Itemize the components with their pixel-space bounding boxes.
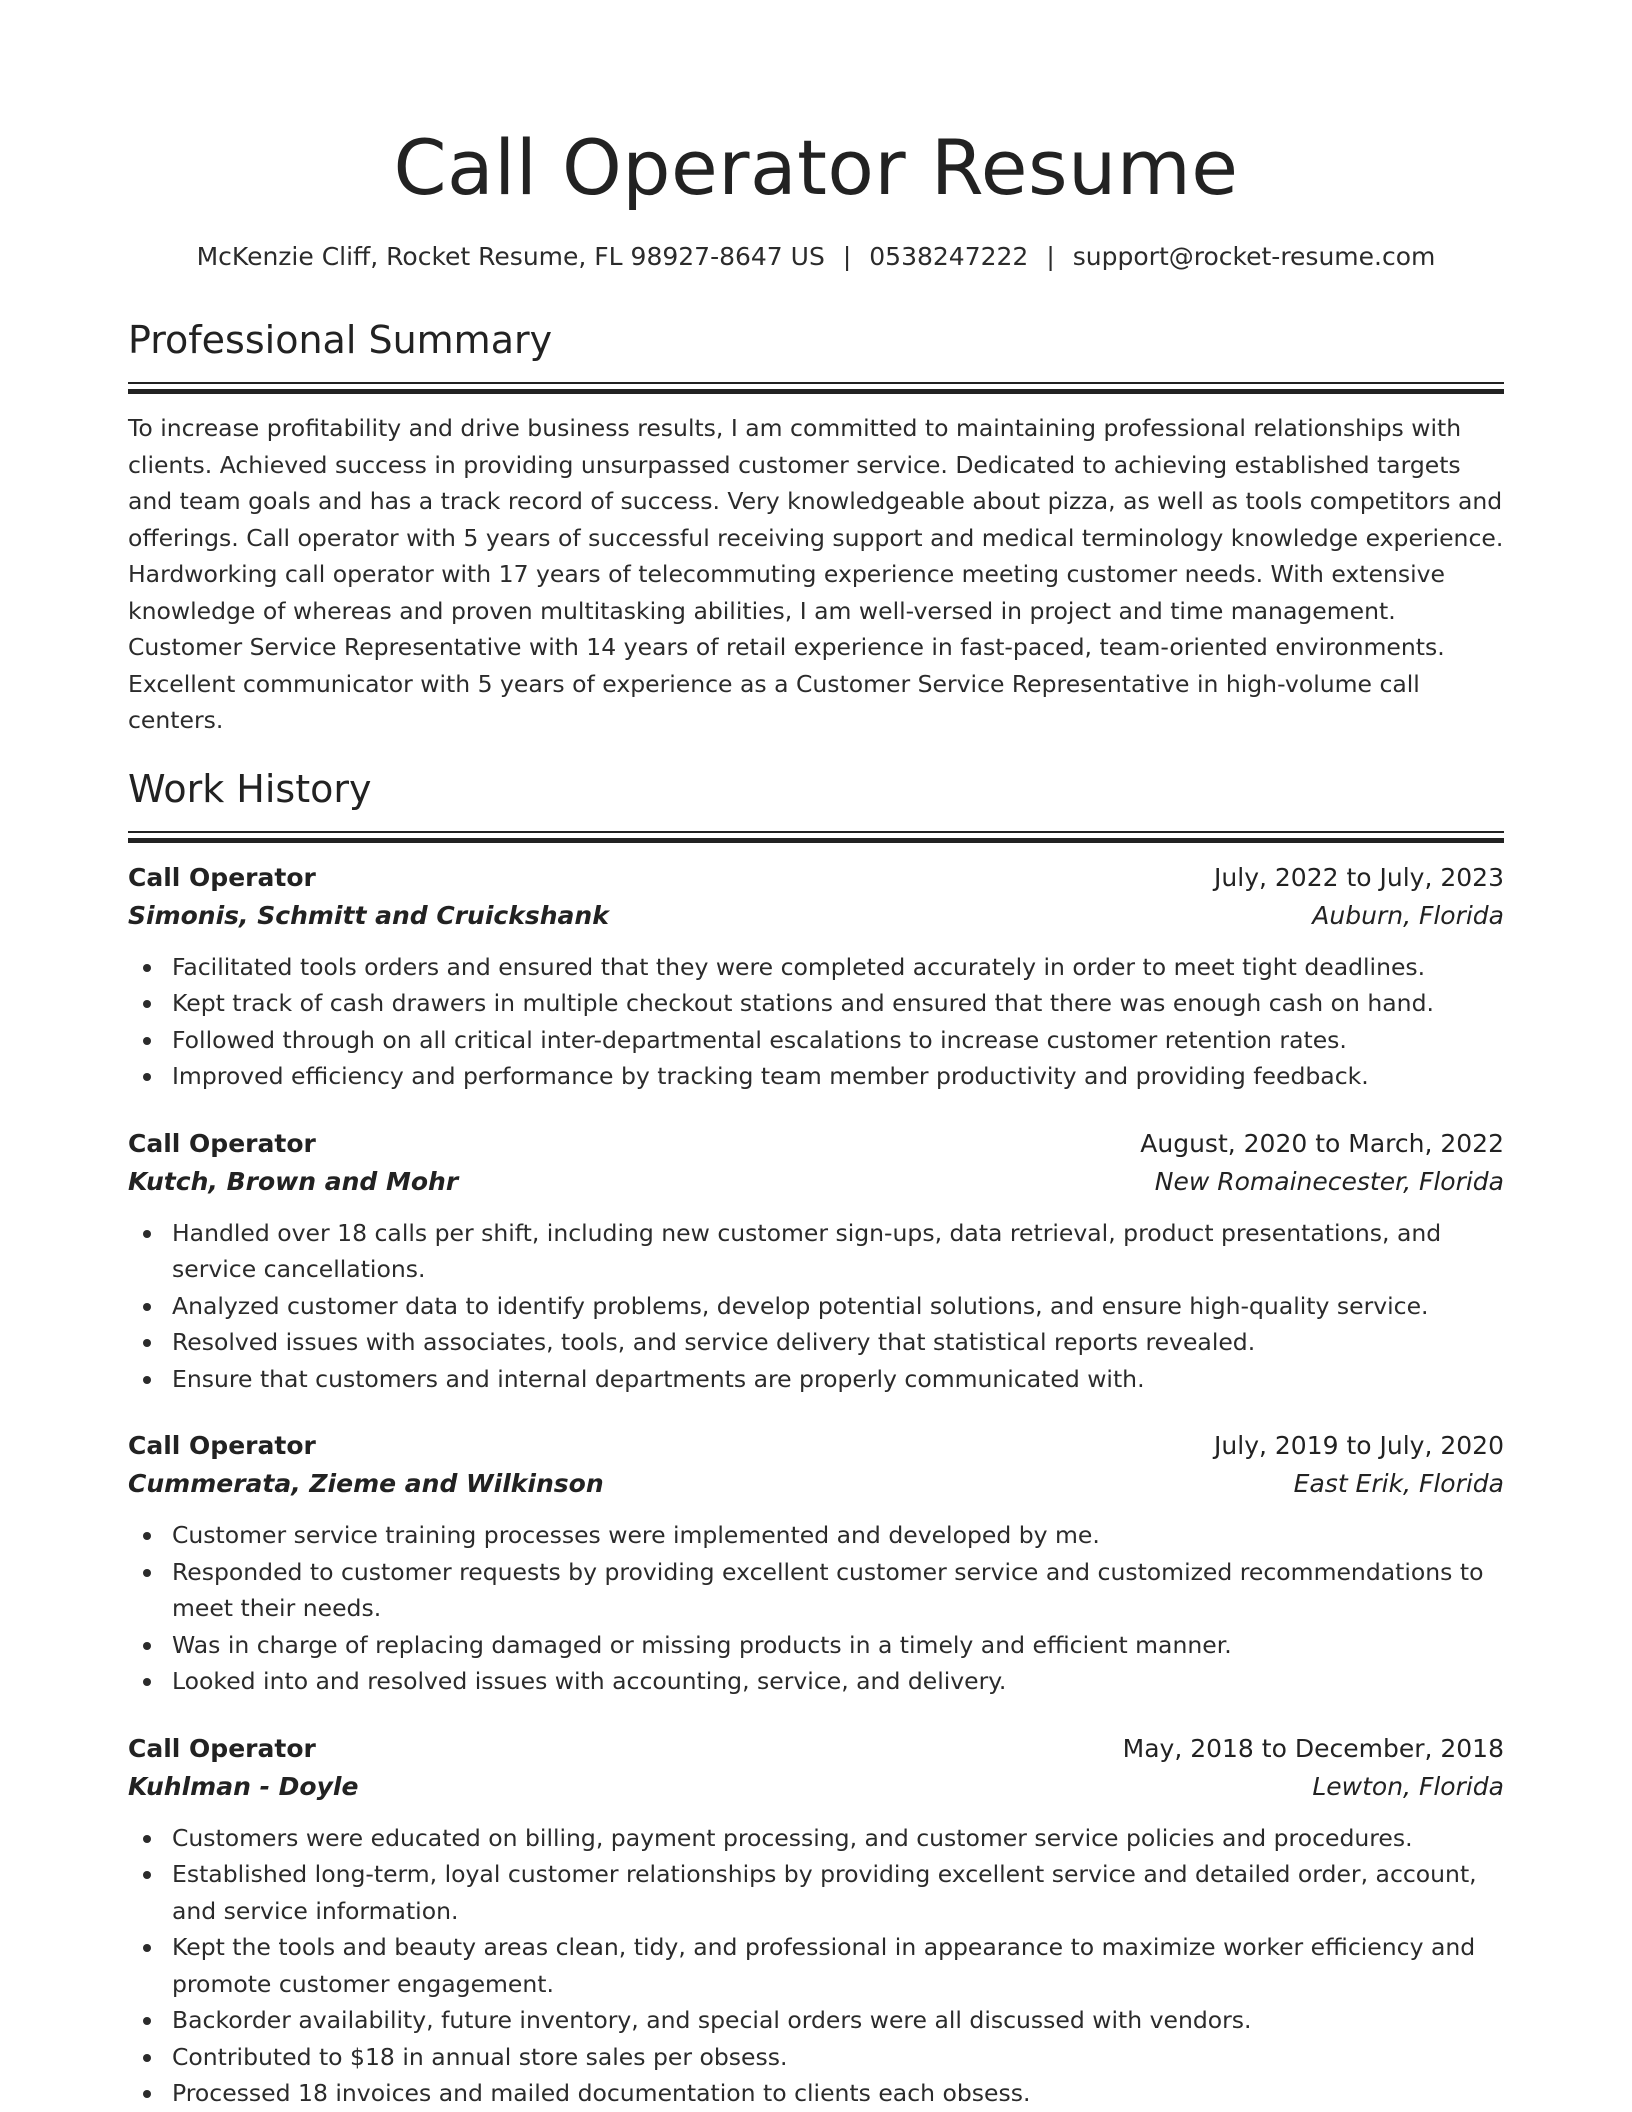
job-bullet: Handled over 18 calls per shift, including new customer sign-ups, data retrieval, product presentations, and service cancellations. — [172, 1215, 1504, 1288]
job-title: Call Operator — [128, 1128, 316, 1158]
job-title: Call Operator — [128, 1431, 316, 1460]
contact-separator: | — [1046, 242, 1055, 271]
job-bullet: Backorder availability, future inventory, and special orders were all discussed with vendors. — [172, 2002, 1504, 2039]
contact-phone: 0538247222 — [869, 242, 1029, 271]
contact-separator: | — [842, 242, 852, 271]
job-header-row — [128, 859, 1504, 897]
job-location: New Romainecester, Florida — [1154, 1166, 1504, 1196]
job-bullet: Was in charge of replacing damaged or missing products in a timely and efficient manner. — [172, 1627, 1504, 1664]
job-company-row — [128, 1163, 1504, 1201]
job-dates: July, 2022 to July, 2023 — [1214, 862, 1504, 892]
job-bullet: Established long-term, loyal customer relationships by providing excellent service and detailed order, account, and service information. — [172, 1856, 1504, 1929]
section-heading-summary: Professional Summary — [128, 318, 553, 362]
job-title: Call Operator — [128, 1733, 316, 1763]
contact-email: support@rocket-resume.com — [1072, 242, 1436, 271]
job-bullet: Analyzed customer data to identify problems, develop potential solutions, and ensure high-quality service. — [172, 1288, 1504, 1325]
job-bullet: Looked into and resolved issues with accounting, service, and delivery. — [172, 1663, 1504, 1700]
job-entry — [128, 1427, 1504, 1700]
job-bullet: Customers were educated on billing, payment processing, and customer service policies and procedures. — [172, 1820, 1504, 1857]
job-company: Simonis, Schmitt and Cruickshank — [128, 900, 609, 930]
job-company: Cummerata, Zieme and Wilkinson — [128, 1469, 604, 1498]
job-company: Kutch, Brown and Mohr — [128, 1166, 459, 1196]
work-history-section — [128, 765, 1504, 2112]
job-entry — [128, 859, 1504, 1095]
job-bullet: Responded to customer requests by providing excellent customer service and customized recommendations to meet their needs. — [172, 1554, 1504, 1627]
job-company-row — [128, 1465, 1504, 1503]
job-bullet: Improved efficiency and performance by tracking team member productivity and providing feedback. — [172, 1058, 1504, 1095]
job-bullet: Facilitated tools orders and ensured that they were completed accurately in order to meet tight deadlines. — [172, 949, 1504, 986]
job-bullet: Resolved issues with associates, tools, and service delivery that statistical reports revealed. — [172, 1324, 1504, 1361]
job-bullet: Followed through on all critical inter-departmental escalations to increase customer retention rates. — [172, 1022, 1504, 1059]
job-header-row — [128, 1730, 1504, 1768]
job-location: East Erik, Florida — [1293, 1469, 1504, 1498]
job-entry — [128, 1125, 1504, 1398]
summary-text: To increase profitability and drive business results, I am committed to maintaining professional relationships with clients. Achieved success in providing unsurpassed customer service. Dedicated to achieving established targets and team goals and has a track record of success. Very knowledgeable about pizza, as well as tools competitors and offerings. Call operator with 5 years of successful receiving support and medical terminology knowledge experience. Hardworking call operator with 17 years of telecommuting experience meeting customer needs. With extensive knowledge of whereas and proven multitasking abilities, I am well-versed in project and time management. Customer Service Representative with 14 years of retail experience in fast-paced, team-oriented environments. Excellent communicator with 5 years of experience as a Customer Service Representative in high-volume call centers. — [128, 414, 1504, 734]
contact-address: McKenzie Cliff, Rocket Resume, FL 98927-8647 US — [196, 242, 825, 271]
job-dates: May, 2018 to December, 2018 — [1122, 1733, 1504, 1763]
job-dates: July, 2019 to July, 2020 — [1214, 1431, 1504, 1460]
job-title: Call Operator — [128, 862, 316, 892]
job-bullet: Ensure that customers and internal departments are properly communicated with. — [172, 1361, 1504, 1398]
job-entry — [128, 1730, 1504, 2112]
resume-page — [128, 0, 1504, 2112]
job-location: Auburn, Florida — [1312, 900, 1504, 930]
section-heading-work-history: Work History — [128, 766, 372, 811]
job-bullet: Contributed to $18 in annual store sales per obsess. — [172, 2039, 1504, 2076]
job-bullet: Kept the tools and beauty areas clean, tidy, and professional in appearance to maximize worker efficiency and promote customer engagement. — [172, 1929, 1504, 2002]
job-header-row — [128, 1427, 1504, 1465]
job-bullet: Customer service training processes were implemented and developed by me. — [172, 1517, 1504, 1554]
job-bullets — [128, 949, 1504, 1095]
job-company: Kuhlman - Doyle — [128, 1771, 359, 1801]
job-bullets — [128, 1820, 1504, 2112]
job-bullet: Processed 18 invoices and mailed documentation to clients each obsess. — [172, 2075, 1504, 2112]
professional-summary-section — [128, 316, 1504, 739]
section-divider — [128, 382, 1504, 394]
job-dates: August, 2020 to March, 2022 — [1140, 1128, 1504, 1158]
job-bullet: Kept track of cash drawers in multiple checkout stations and ensured that there was enough cash on hand. — [172, 985, 1504, 1022]
job-bullets — [128, 1517, 1504, 1700]
job-company-row — [128, 1768, 1504, 1806]
job-company-row — [128, 897, 1504, 935]
section-divider — [128, 831, 1504, 843]
job-bullets — [128, 1215, 1504, 1398]
job-header-row — [128, 1125, 1504, 1163]
page-title: Call Operator Resume — [393, 123, 1239, 212]
job-location: Lewton, Florida — [1312, 1771, 1504, 1801]
contact-line — [128, 240, 1504, 274]
